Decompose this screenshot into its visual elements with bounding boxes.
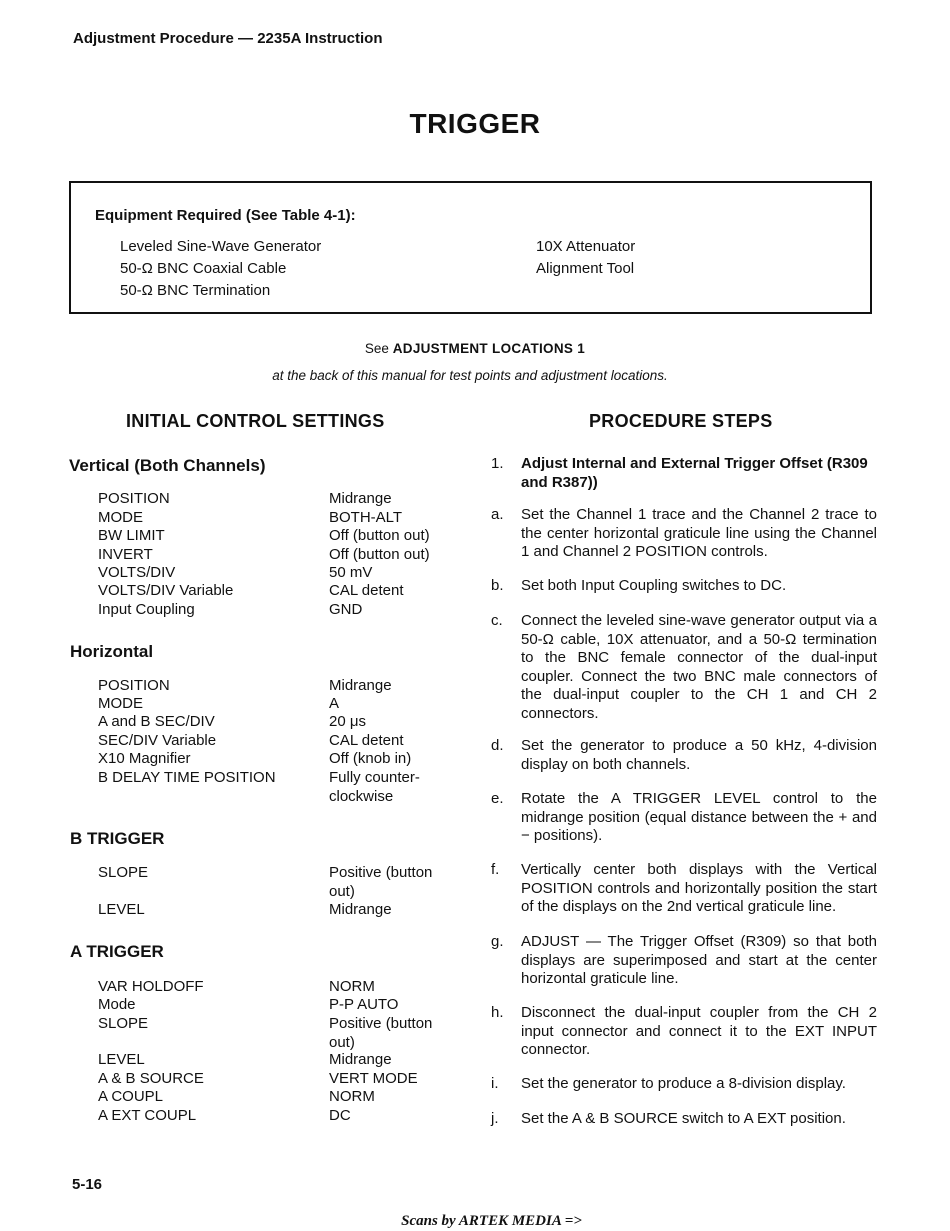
- setting-label: A and B SEC/DIV: [98, 713, 215, 730]
- locations-note: at the back of this manual for test points and adjustment locations.: [272, 368, 668, 383]
- procedure-step: [491, 612, 877, 724]
- page-title: TRIGGER: [409, 108, 541, 139]
- step-text: Connect the leveled sine-wave generator output via a 50-Ω cable, 10X attenuator, and a 50-Ω termination to the BNC female connector of the dual-input coupler. Connect the two BNC male connectors of the dual-input coupler to the CH 1 and CH 2 connectors.: [521, 612, 877, 722]
- setting-value: NORM: [329, 1088, 375, 1105]
- setting-value: NORM: [329, 978, 375, 995]
- step-marker: 1.: [491, 455, 504, 472]
- equipment-required-box: [69, 181, 872, 314]
- procedure-step: [491, 1004, 877, 1060]
- setting-value: DC: [329, 1107, 351, 1124]
- procedure-step: [491, 790, 877, 846]
- setting-value: CAL detent: [329, 732, 404, 749]
- step-marker: i.: [491, 1075, 499, 1092]
- equipment-heading: Equipment Required (See Table 4-1):: [95, 207, 356, 224]
- setting-label: BW LIMIT: [98, 527, 165, 544]
- setting-label: POSITION: [98, 677, 170, 694]
- procedure-step: [491, 737, 877, 774]
- setting-value: P-P AUTO: [329, 996, 399, 1013]
- procedure-step: [491, 861, 877, 917]
- equipment-item: Leveled Sine-Wave Generator: [120, 238, 322, 255]
- setting-value: Fully counter-clockwise: [329, 769, 420, 805]
- setting-label: Input Coupling: [98, 601, 195, 618]
- setting-label: SLOPE: [98, 864, 149, 881]
- setting-label: SLOPE: [98, 1015, 149, 1032]
- step-marker: j.: [491, 1110, 499, 1127]
- section-vertical-heading: Vertical (Both Channels): [69, 456, 266, 475]
- equipment-item: 50-Ω BNC Termination: [120, 282, 271, 299]
- procedure-step: [491, 506, 877, 562]
- step-text: ADJUST — The Trigger Offset (R309) so that both displays are superimposed and start at the center horizontal graticule line.: [521, 933, 877, 988]
- see-reference: [0, 341, 950, 356]
- setting-label: MODE: [98, 695, 143, 712]
- setting-label: VAR HOLDOFF: [98, 978, 204, 995]
- step-text: Adjust Internal and External Trigger Offset (R309 and R387)): [521, 455, 868, 491]
- initial-settings-heading: INITIAL CONTROL SETTINGS: [126, 411, 385, 431]
- step-text: Set the A & B SOURCE switch to A EXT position.: [521, 1110, 846, 1127]
- procedure-step: [491, 1075, 877, 1094]
- setting-label: LEVEL: [98, 901, 145, 918]
- setting-value: Midrange: [329, 490, 392, 507]
- see-location-ref: ADJUSTMENT LOCATIONS 1: [392, 341, 586, 356]
- setting-label: X10 Magnifier: [98, 750, 191, 767]
- setting-value: BOTH-ALT: [329, 509, 403, 526]
- step-text: Set the generator to produce a 50 kHz, 4-division display on both channels.: [521, 737, 877, 773]
- step-marker: d.: [491, 737, 504, 754]
- section-b-trigger-heading: B TRIGGER: [70, 829, 165, 848]
- setting-value: 50 mV: [329, 564, 373, 581]
- running-header: Adjustment Procedure — 2235A Instruction: [73, 30, 383, 47]
- equipment-item: 10X Attenuator: [536, 238, 636, 255]
- setting-value: VERT MODE: [329, 1070, 418, 1087]
- step-marker: b.: [491, 577, 504, 594]
- setting-label: LEVEL: [98, 1051, 145, 1068]
- setting-label: POSITION: [98, 490, 170, 507]
- setting-value: Off (button out): [329, 527, 430, 544]
- step-marker: e.: [491, 790, 504, 807]
- setting-value: Midrange: [329, 901, 392, 918]
- setting-label: INVERT: [98, 546, 153, 563]
- setting-label: Mode: [98, 996, 136, 1013]
- setting-value: CAL detent: [329, 582, 404, 599]
- page-number: 5-16: [72, 1176, 103, 1193]
- setting-label: A EXT COUPL: [98, 1107, 197, 1124]
- procedure-step: [491, 1110, 877, 1129]
- step-text: Vertically center both displays with the Vertical POSITION controls and horizontally position the start of the displays on the 2nd vertical graticule line.: [521, 861, 877, 916]
- step-text: Rotate the A TRIGGER LEVEL control to the midrange position (equal distance between the + and − positions).: [521, 790, 877, 845]
- equipment-item: Alignment Tool: [536, 260, 635, 277]
- setting-value: A: [329, 695, 340, 712]
- setting-value: Positive (button out): [329, 1015, 433, 1051]
- step-marker: h.: [491, 1004, 504, 1021]
- setting-value: Off (button out): [329, 546, 430, 563]
- step-marker: a.: [491, 506, 504, 523]
- procedure-step: [491, 577, 877, 596]
- equipment-list-left: [120, 236, 321, 302]
- setting-label: VOLTS/DIV: [98, 564, 176, 581]
- section-a-trigger-heading: A TRIGGER: [70, 942, 164, 961]
- setting-label: VOLTS/DIV Variable: [98, 582, 234, 599]
- step-text: Set both Input Coupling switches to DC.: [521, 577, 787, 594]
- procedure-step: [491, 455, 877, 492]
- procedure-steps-heading: PROCEDURE STEPS: [589, 411, 773, 431]
- setting-label: MODE: [98, 509, 143, 526]
- setting-label: B DELAY TIME POSITION: [98, 769, 276, 786]
- equipment-list-right: [536, 236, 635, 280]
- setting-value: Midrange: [329, 1051, 392, 1068]
- setting-value: Off (knob in): [329, 750, 412, 767]
- step-text: Set the generator to produce a 8-division display.: [521, 1075, 846, 1092]
- scan-credit: Scans by ARTEK MEDIA =>: [401, 1213, 582, 1229]
- see-prefix: See: [364, 341, 389, 356]
- setting-value: GND: [329, 601, 363, 618]
- setting-label: A COUPL: [98, 1088, 164, 1105]
- setting-label: SEC/DIV Variable: [98, 732, 217, 749]
- step-text: Set the Channel 1 trace and the Channel 2 trace to the center horizontal graticule line using the Channel 1 and Channel 2 POSITION controls.: [521, 506, 877, 561]
- setting-value: 20 μs: [329, 713, 366, 730]
- step-text: Disconnect the dual-input coupler from the CH 2 input connector and connect it to the EXT INPUT connector.: [521, 1004, 877, 1059]
- setting-value: Positive (button out): [329, 864, 433, 900]
- setting-value: Midrange: [329, 677, 392, 694]
- step-marker: g.: [491, 933, 504, 950]
- step-marker: f.: [491, 861, 500, 878]
- step-marker: c.: [491, 612, 503, 629]
- procedure-step: [491, 933, 877, 989]
- setting-label: A & B SOURCE: [98, 1070, 204, 1087]
- equipment-item: 50-Ω BNC Coaxial Cable: [120, 260, 287, 277]
- section-horizontal-heading: Horizontal: [70, 642, 154, 661]
